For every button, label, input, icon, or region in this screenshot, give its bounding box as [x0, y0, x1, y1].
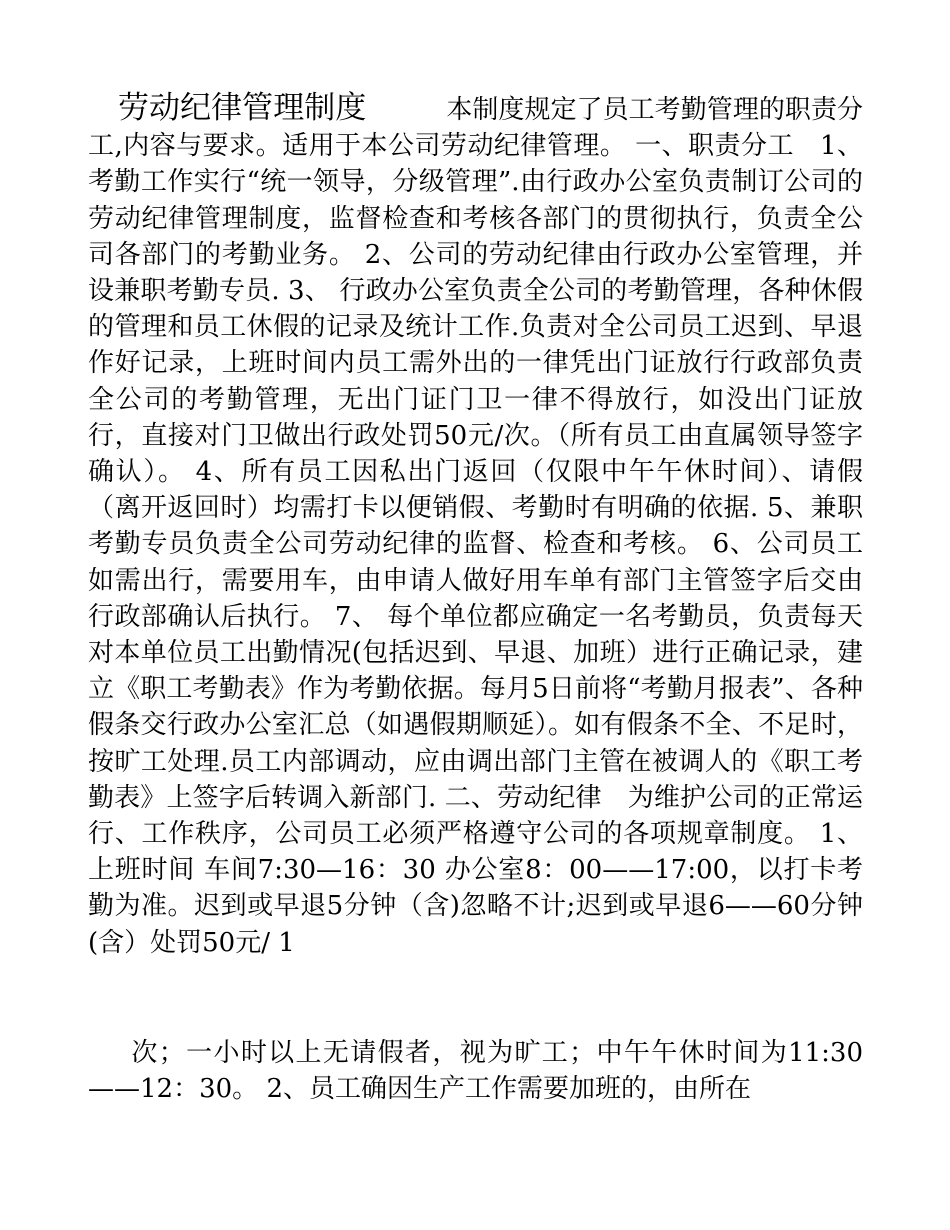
- discipline-item-2-start: 2、员工确因生产工作需要加班的，由所在: [266, 1074, 751, 1105]
- intro-paragraph: 本制度规定了员工考勤管理的职责分工,内容与要求。适用于本公司劳动纪律管理。: [88, 95, 863, 162]
- responsibility-item-7: 7、 每个单位都应确定一名考勤员，负责每天对本单位员工出勤情况(包括迟到、早退、加班）进行正确记录，建立《职工考勤表》作为考勤依据。每月5日前将“考勤月报表”、各种假条交行政办公室汇总（如遇假期顺延）。如有假条不全、不足时，按旷工处理.员工内部调动，应由调出部门主管在被调人的《职工考勤表》上签字后转调入新部门.: [88, 601, 863, 813]
- responsibility-item-5: 5、兼职考勤专员负责全公司劳动纪律的监督、检查和考核。: [88, 493, 863, 560]
- document-body-block-2: [88, 1035, 863, 1107]
- discipline-item-1-part-2: 次；一小时以上无请假者，视为旷工；中午午休时间为11:30——12：30。: [88, 1038, 863, 1105]
- document-title: 劳动纪律管理制度: [118, 90, 367, 126]
- discipline-item-1-part-1: 1、上班时间 车间7:30—16：30 办公室8：00——17:00，以打卡考勤为准。迟到或早退5分钟（含)忽略不计;迟到或早退6——60分钟(含）处罚50元/ 1: [88, 819, 863, 958]
- responsibility-item-4: 4、所有员工因私出门返回（仅限中午午休时间）、请假（离开返回时）均需打卡以便销假、考勤时有明确的依据.: [88, 457, 864, 524]
- responsibility-item-1: 1、考勤工作实行“统一领导，分级管理”.由行政办公室负责制订公司的劳动纪律管理制度，监督检查和考核各部门的贯彻执行，负责全公司各部门的考勤业务。: [88, 131, 864, 270]
- discipline-intro: 为维护公司的正常运行、工作秩序，公司员工必须严格遵守公司的各项规章制度。: [88, 782, 863, 850]
- section-heading-responsibilities: 一、职责分工: [635, 131, 794, 162]
- responsibility-item-6: 6、公司员工如需出行，需要用车，由申请人做好用车单有部门主管签字后交由行政部确认后执行。: [88, 529, 863, 632]
- section-heading-discipline: 二、劳动纪律: [444, 782, 602, 813]
- responsibility-item-3: 3、 行政办公室负责全公司的考勤管理，各种休假的管理和员工休假的记录及统计工作.负责对全公司员工迟到、早退作好记录，上班时间内员工需外出的一律凭出门证放行行政部负责全公司的考勤管理，无出门证门卫一律不得放行，如没出门证放行，直接对门卫做出行政处罚50元/次。（所有员工由直属领导签字确认）。: [88, 276, 864, 488]
- responsibility-item-2: 2、公司的劳动纪律由行政办公室管理，并设兼职考勤专员.: [88, 239, 863, 307]
- document-body-block-1: [88, 90, 863, 961]
